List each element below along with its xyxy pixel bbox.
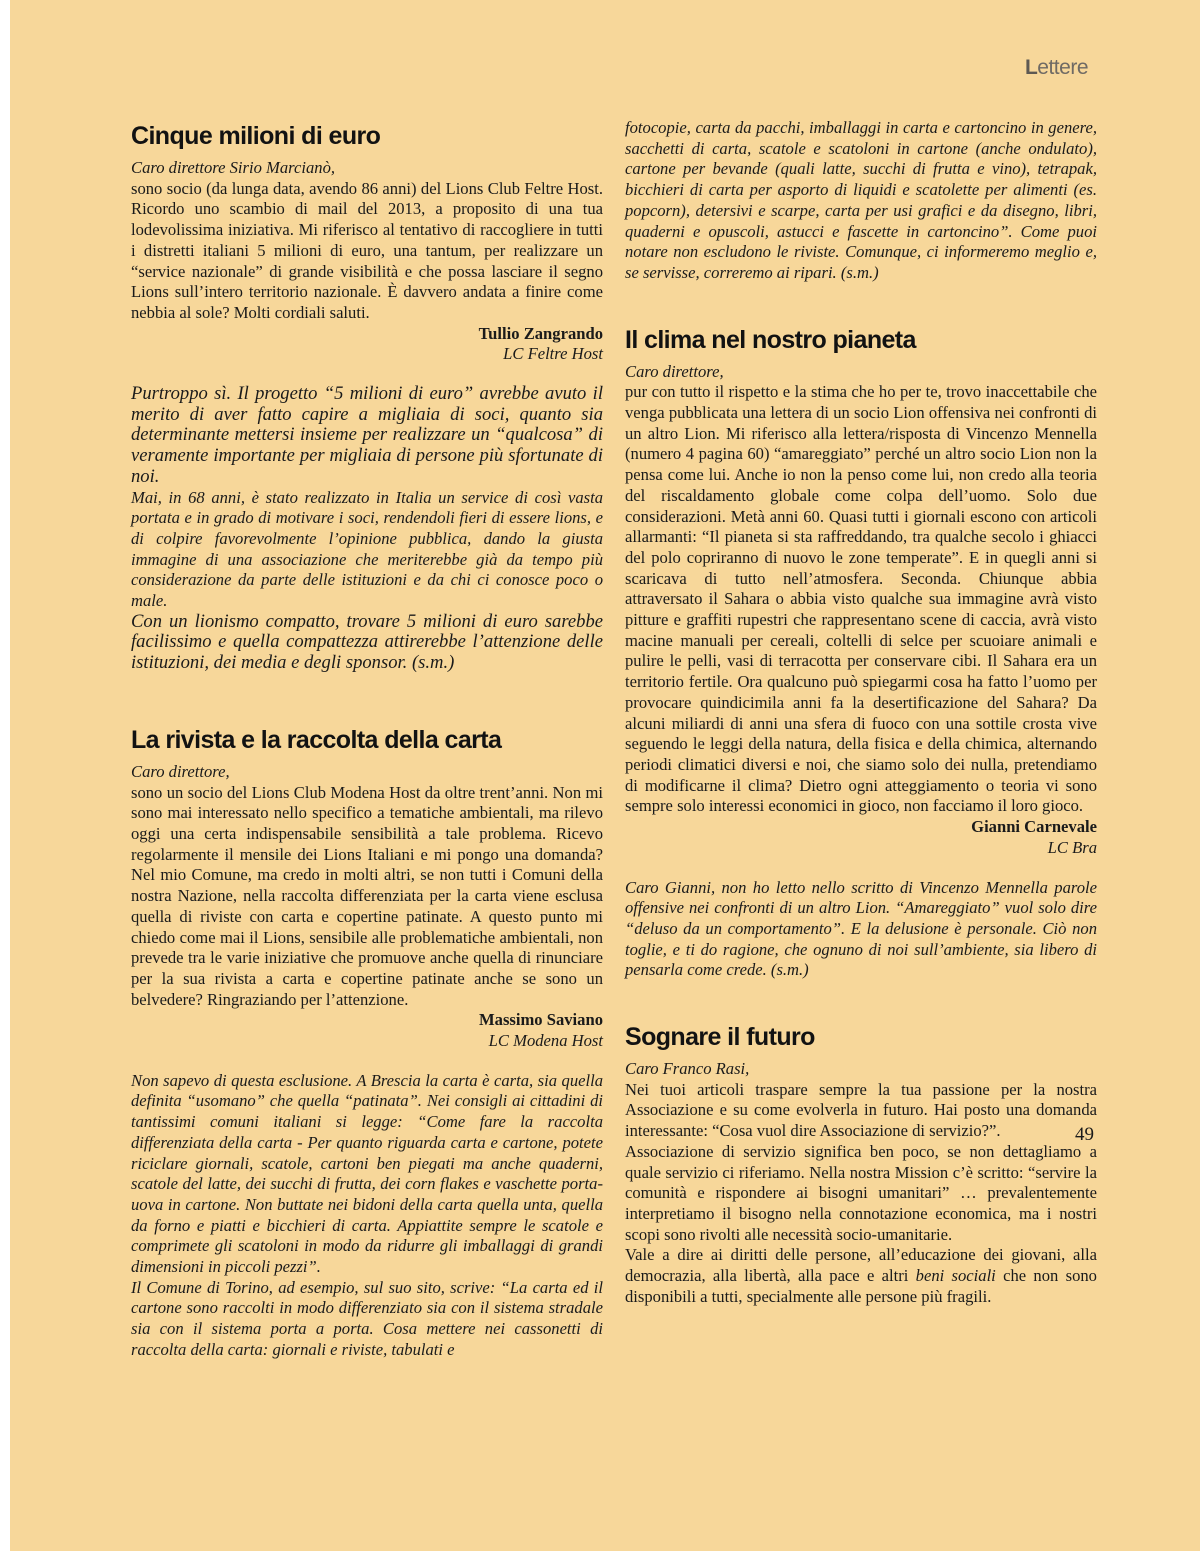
letter-greeting: Caro direttore, — [625, 361, 724, 381]
letter-club: LC Feltre Host — [503, 344, 603, 364]
spacer — [625, 859, 1097, 878]
editor-reply: Non sapevo di questa esclusione. A Brescia la carta è carta, sia quella definita “usomano” che quella “patinata”. Nei consigli ai cittadini di tantissimi comuni italiani si legge: “Come fare la raccolta differenziata della carta - Per quanto riguarda carta e cartone, potete riciclare giornali, scatole, cartoni ben piegati ma anche quaderni, scatole del latte, dei succhi di frutta, dei corn flakes e vaschette porta-uova in cartone. Non buttate nei bidoni della carta quella unta, quella da forno e piatti e bicchieri di carta. Appiattite sempre le scatole e comprimete gli scatoloni in modo da ridurre gli imballaggi di grandi dimensioni in piccoli pezzi”. — [131, 1070, 603, 1277]
letter-sognare-futuro — [625, 1019, 1097, 1307]
editor-reply-continued: fotocopie, carta da pacchi, imballaggi in carta e cartoncino in genere, sacchetti di carta, scatole e scatoloni in cartone (anche ondulato), cartone per bevande (quali latte, succhi di frutta e vino), tetrapak, bicchieri di carta per asporto di liquidi e scatolette per alimenti (es. popcorn), detersivi e scarpe, carta per usi grafici e da disegno, libri, quaderni e opuscoli, astucci e fascette in cartoncino”. Come puoi notare non escludono le riviste. Comunque, ci informeremo meglio e, se servisse, correremo ai ripari. (s.m.) — [625, 118, 1097, 282]
paragraph-text: Vale a dire ai diritti delle persone, all’educazione dei giovani, alla democrazia, alla libertà, alla pace e altri — [625, 1245, 1097, 1286]
spacer — [625, 981, 1097, 1019]
letter-title: Il clima nel nostro pianeta — [625, 325, 916, 354]
section-tag — [1025, 56, 1088, 80]
page-number: 49 — [1075, 1124, 1094, 1145]
letter-clima — [625, 322, 1097, 981]
editor-reply: Il Comune di Torino, ad esempio, sul suo sito, scrive: “La carta ed il cartone sono raccolti in modo differenziato sia con il sistema stradale sia con il sistema porta a porta. Cosa mettere nei cassonetti di raccolta della carta: giornali e riviste, tabulati e — [131, 1277, 603, 1359]
spacer — [131, 1052, 603, 1071]
letter-paragraph — [625, 1245, 1097, 1307]
letter-title: Sognare il futuro — [625, 1023, 815, 1052]
editor-reply-large: Purtroppo sì. Il progetto “5 milioni di euro” avrebbe avuto il merito di aver fatto capire a migliaia di soci, quanto sia determinante mettersi insieme per realizzare un “qualcosa” di veramente importante per migliaia di persone più sfortunate di noi. — [131, 383, 603, 487]
letter-rivista-carta — [131, 722, 603, 1361]
emphasis-text: beni sociali — [915, 1266, 996, 1286]
letter-signature: Massimo Saviano — [478, 1010, 603, 1030]
letter-title: La rivista e la raccolta della carta — [131, 725, 502, 754]
letter-greeting: Caro direttore, — [131, 761, 230, 781]
section-tag-rest: ettere — [1037, 56, 1088, 79]
letter-club: LC Bra — [1047, 837, 1097, 857]
spacer — [625, 284, 1097, 322]
letter-paragraph: Nei tuoi articoli traspare sempre la tua passione per la nostra Associazione e su come evolverla in futuro. Hai posto una domanda interessante: “Cosa vuol dire Associazione di servizio?”. — [625, 1079, 1097, 1141]
letter-paragraph: Associazione di servizio significa ben poco, se non dettagliamo a quale servizio ci riferiamo. Nella nostra Mission c’è scritto: “servire la comunità e rispondere ai bisogni umanitari” … prevalentemente interpretiamo il bisogno nella connotazione economica, ma i nostri scopi sono rivolti alle necessità socio-umanitarie. — [625, 1141, 1097, 1244]
spacer — [131, 365, 603, 384]
letter-greeting: Caro direttore Sirio Marcianò, — [131, 158, 336, 177]
editor-reply: Mai, in 68 anni, è stato realizzato in Italia un service di così vasta portata e in grado di motivare i soci, rendendoli fieri di essere lions, e di colpire favorevolmente l’opinione pubblica, dando la giusta immagine di una associazione che meriterebbe già da tempo più considerazione da parte delle istituzioni e da chi ci conosce poco o male. — [131, 487, 603, 611]
letter-signature: Tullio Zangrando — [478, 323, 603, 343]
editor-reply: Caro Gianni, non ho letto nello scritto di Vincenzo Mennella parole offensive nei confronti di un altro Lion. “Amareggiato” vuol solo dire “deluso da un comportamento”. E la delusione è personale. Ciò non toglie, e ti do ragione, che ognuno di noi sull’ambiente, sia libero di pensarla come crede. (s.m.) — [625, 877, 1097, 980]
letter-signature: Gianni Carnevale — [971, 817, 1097, 837]
section-tag-initial: L — [1024, 56, 1038, 79]
right-column — [625, 118, 1097, 1307]
letter-body: sono un socio del Lions Club Modena Host da oltre trent’anni. Non mi sono mai interessato nello specifico a tematiche ambientali, ma rilevo oggi una certa indispensabile sensibilità a tale problema. Ricevo regolarmente il mensile dei Lions Italiani e mi pongo una domanda? Nel mio Comune, ma credo in molti altri, se non tutti i Comuni della nostra Nazione, nella raccolta differenziata per la carta viene esclusa quella di riviste con carta e copertine patinate. A questo punto mi chiedo come mai il Lions, sensibile alle problematiche ambientali, non prevede tra le varie iniziative che promuove anche quella di rinunciare per la sua rivista a carta e copertine patinate anche se sono un belvedere? Ringraziando per l’attenzione. — [131, 782, 603, 1009]
letter-title: Cinque milioni di euro — [131, 122, 381, 150]
magazine-page — [10, 0, 1200, 1551]
paragraph-text: che non sono disponibili a tutti, specialmente alle persone più fragili. — [625, 1266, 1097, 1306]
letter-club: LC Modena Host — [488, 1031, 603, 1051]
letter-greeting: Caro Franco Rasi, — [625, 1059, 750, 1079]
letter-cinque-milioni — [131, 118, 603, 674]
editor-reply-large: Con un lionismo compatto, trovare 5 milioni di euro sarebbe facilissimo e quella compattezza attirerebbe l’attenzione delle istituzioni, dei media e degli sponsor. (s.m.) — [131, 610, 603, 674]
letter-body: sono socio (da lunga data, avendo 86 anni) del Lions Club Feltre Host. Ricordo uno scambio di mail del 2013, a proposito di una tua lodevolissima iniziativa. Mi riferisco al tentativo di raccogliere in tutti i distretti italiani 5 milioni di euro, una tantum, per realizzare un “service nazionale” di grande visibilità e che possa lasciare il segno Lions sull’intero territorio nazionale. È davvero andata a finire come nebbia al sole? Molti cordiali saluti. — [131, 178, 603, 322]
left-column — [131, 118, 603, 1361]
letter-body: pur con tutto il rispetto e la stima che ho per te, trovo inaccettabile che venga pubblicata una lettera di un socio Lion offensiva nei confronti di un altro Lion. Mi riferisco alla lettera/risposta di Vincenzo Mennella (numero 4 pagina 60) “amareggiato” perché un altro socio Lion non la pensa come lui. Anche io non la penso come lui, non credo alla teoria del riscaldamento globale come colpa dell’uomo. Solo due considerazioni. Metà anni 60. Quasi tutti i giornali escono con articoli allarmanti: “Il pianeta si sta raffreddando, tra qualche secolo i ghiacci del polo copriranno di nuovo le zone temperate”. E in quegli anni si scaricava di tutto nell’atmosfera. Seconda. Chiunque abbia attraversato il Sahara o abbia visto qualche sua immagine avrà visto pitture e graffiti rupestri che rappresentano scene di caccia, avrà visto macine manuali per cereali, coltelli di selce per scuoiare animali e pulire le pelli, vasi di terracotta per conservare cibi. Il Sahara era un territorio fertile. Ora qualcuno può spiegarmi cosa ha fatto l’uomo per provocare quindicimila anni fa la desertificazione del Sahara? Da alcuni miliardi di anni una sfera di fuoco con una sottile crosta vive seguendo le leggi della natura, della fisica e della chimica, alternando periodi climatici diversi e noi, che siamo solo dei nulla, pretendiamo di modificarne il clima? Dietro ogni atteggiamento o teoria vi sono sempre solo interessi economici in gioco, non facciamo il loro gioco. — [625, 382, 1097, 816]
spacer — [131, 674, 603, 722]
